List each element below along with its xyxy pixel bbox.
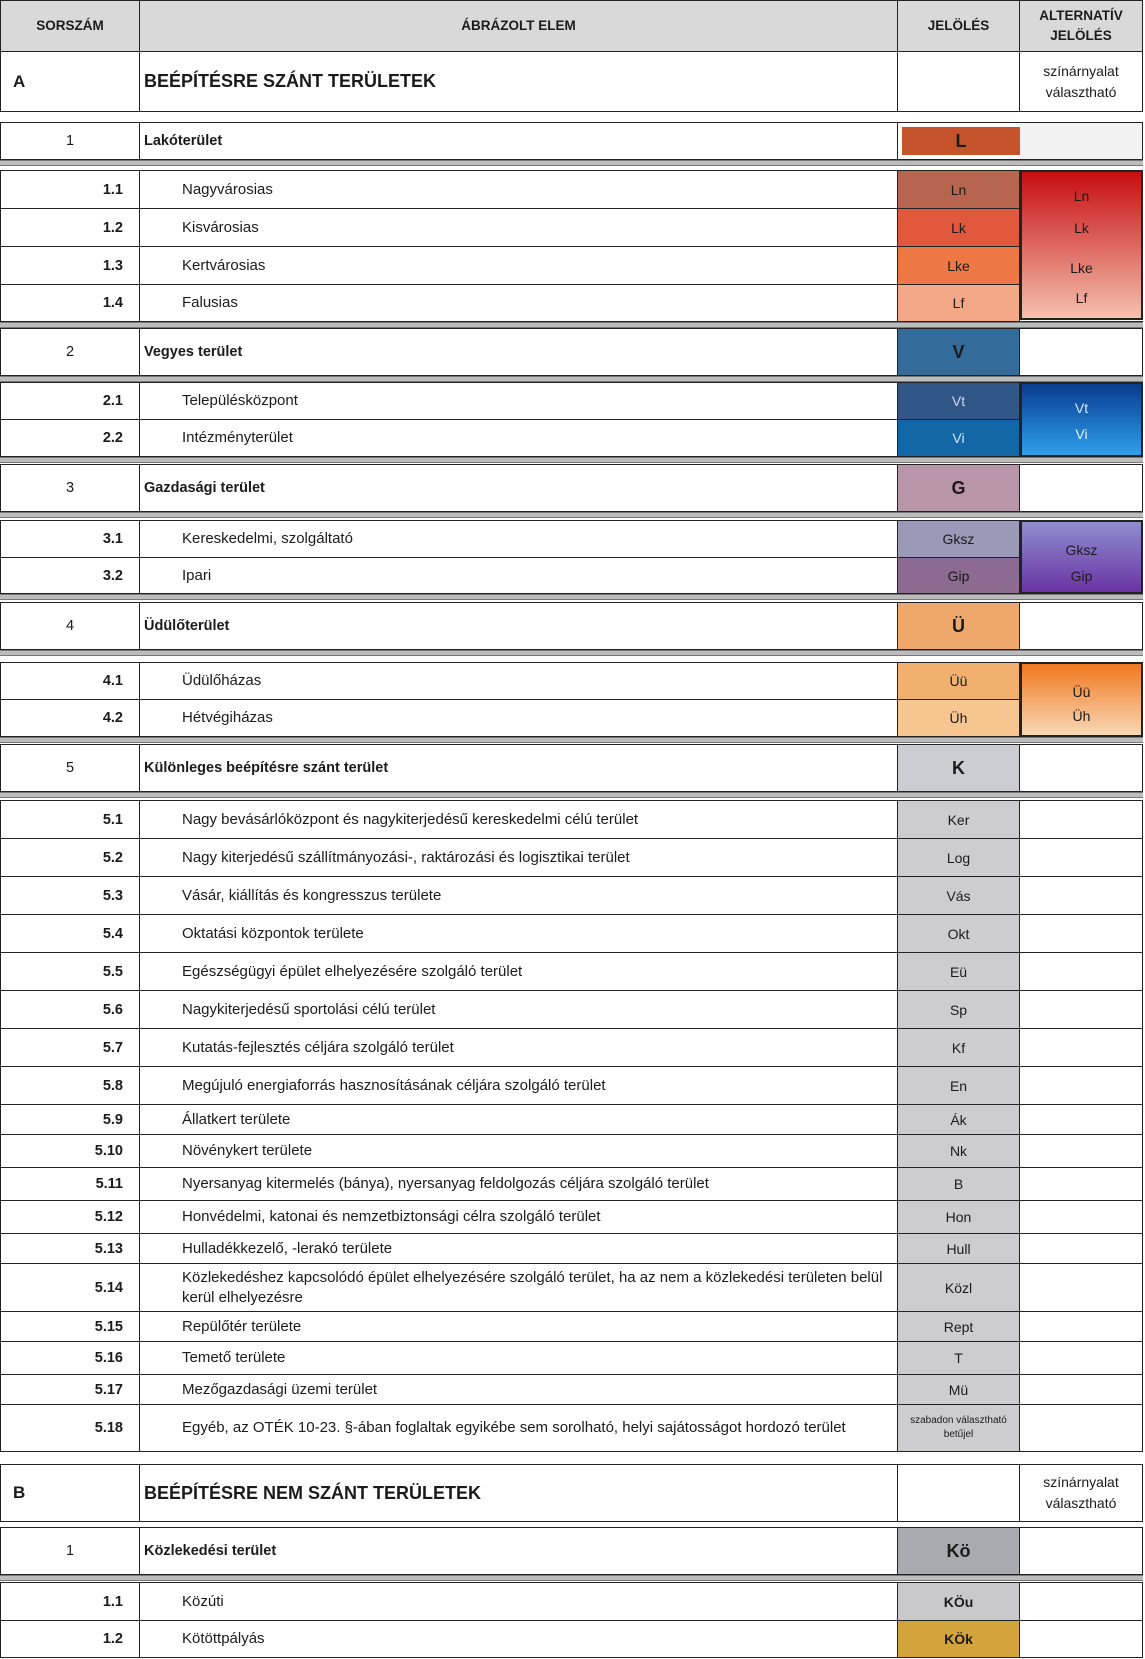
- alt-code: Ln: [1073, 188, 1090, 204]
- sub-code: Hull: [898, 1234, 1020, 1263]
- sub-label: Településközpont: [140, 383, 898, 419]
- section-letter: A: [0, 52, 140, 111]
- table-row: [0, 1167, 1143, 1200]
- sub-label: Nagy bevásárlóközpont és nagykiterjedésű kereskedelmi célú terület: [140, 801, 898, 838]
- group-label: Gazdasági terület: [140, 465, 898, 511]
- sub-num: 2.2: [0, 420, 140, 456]
- sub-label: Kertvárosias: [140, 247, 898, 284]
- sub-row-vt: [0, 382, 1143, 419]
- alt-code: Vi: [1075, 426, 1088, 442]
- sub-code: Üü: [898, 663, 1020, 699]
- sub-row-gip: [0, 557, 1143, 594]
- alt-code: Üh: [1072, 708, 1091, 724]
- separator: [0, 512, 1143, 518]
- table-row: [0, 800, 1143, 838]
- sub-label: Repülőtér területe: [140, 1312, 898, 1341]
- sub-label: Nagykiterjedésű sportolási célú terület: [140, 991, 898, 1028]
- group-code: K: [898, 745, 1020, 791]
- section-a-row: [0, 52, 1143, 112]
- group-row-u: [0, 602, 1143, 650]
- group-alt: [1020, 123, 1143, 159]
- group-row-v: [0, 328, 1143, 376]
- sub-alt: [1020, 801, 1143, 838]
- group-code: L: [902, 127, 1020, 155]
- group-label: Lakóterület: [140, 123, 898, 159]
- sub-code: Ln: [898, 171, 1020, 208]
- alt-code: Lk: [1074, 220, 1089, 236]
- sub-num: 5.6: [0, 991, 140, 1028]
- sub-num: 1.2: [0, 1621, 140, 1657]
- sub-num: 5.18: [0, 1405, 140, 1451]
- alt-code: Lke: [1070, 260, 1093, 276]
- sub-label: Megújuló energiaforrás hasznosításának céljára szolgáló terület: [140, 1067, 898, 1104]
- separator: [0, 160, 1143, 166]
- group-label: Üdülőterület: [140, 603, 898, 649]
- sub-row-kou: [0, 1582, 1143, 1620]
- sub-code: En: [898, 1067, 1020, 1104]
- sub-alt: [1020, 1168, 1143, 1200]
- sub-num: 1.3: [0, 247, 140, 284]
- section-title: BEÉPÍTÉSRE SZÁNT TERÜLETEK: [140, 52, 898, 111]
- separator: [0, 457, 1143, 463]
- sub-alt: [1020, 1135, 1143, 1167]
- sub-num: 5.3: [0, 877, 140, 914]
- section-alt-note: színárnyalat választható: [1020, 1465, 1143, 1521]
- group-row-l: [0, 122, 1143, 160]
- table-row: [0, 1200, 1143, 1233]
- group-alt: [1020, 329, 1143, 375]
- alt-code: Gip: [1070, 568, 1093, 584]
- sub-alt: [1020, 877, 1143, 914]
- group-row-ko: [0, 1527, 1143, 1575]
- sub-alt: [1020, 991, 1143, 1028]
- group-label: Közlekedési terület: [140, 1528, 898, 1574]
- sub-code: Közl: [898, 1264, 1020, 1311]
- sub-label: Hulladékkezelő, -lerakó területe: [140, 1234, 898, 1263]
- table-row: [0, 1134, 1143, 1167]
- sub-code: Log: [898, 839, 1020, 876]
- group-alt: [1020, 1528, 1143, 1574]
- sub-label: Nyersanyag kitermelés (bánya), nyersanyag feldolgozás céljára szolgáló terület: [140, 1168, 898, 1200]
- sub-alt: [1020, 1105, 1143, 1134]
- alt-gradient-v: [1020, 382, 1143, 457]
- sub-code: T: [898, 1342, 1020, 1374]
- group-alt: [1020, 603, 1143, 649]
- sub-num: 4.1: [0, 663, 140, 699]
- sub-label: Kisvárosias: [140, 209, 898, 246]
- sub-row-kok: [0, 1620, 1143, 1658]
- sub-num: 1.1: [0, 1583, 140, 1620]
- sub-num: 5.1: [0, 801, 140, 838]
- separator: [0, 737, 1143, 743]
- sub-num: 5.2: [0, 839, 140, 876]
- sub-num: 5.16: [0, 1342, 140, 1374]
- section-letter: B: [0, 1465, 140, 1521]
- sub-label: Honvédelmi, katonai és nemzetbiztonsági célra szolgáló terület: [140, 1201, 898, 1233]
- sub-code: Sp: [898, 991, 1020, 1028]
- sub-num: 5.7: [0, 1029, 140, 1066]
- sub-label: Oktatási központok területe: [140, 915, 898, 952]
- sub-num: 5.15: [0, 1312, 140, 1341]
- sub-code: Eü: [898, 953, 1020, 990]
- sub-code: Vt: [898, 383, 1020, 419]
- table-row: [0, 1311, 1143, 1341]
- separator: [0, 594, 1143, 600]
- sub-row-gksz: [0, 520, 1143, 557]
- sub-code: Vás: [898, 877, 1020, 914]
- separator: [0, 792, 1143, 798]
- sub-code: B: [898, 1168, 1020, 1200]
- sub-label: Kutatás-fejlesztés céljára szolgáló terület: [140, 1029, 898, 1066]
- sub-code: Vi: [898, 420, 1020, 456]
- sub-num: 5.8: [0, 1067, 140, 1104]
- sub-code: Gksz: [898, 521, 1020, 557]
- sub-label: Intézményterület: [140, 420, 898, 456]
- sub-num: 4.2: [0, 700, 140, 736]
- sub-alt: [1020, 839, 1143, 876]
- table-row: [0, 1066, 1143, 1104]
- sub-label: Állatkert területe: [140, 1105, 898, 1134]
- sub-label: Közlekedéshez kapcsolódó épület elhelyezésére szolgáló terület, ha az nem a közlekedési területen belül kerül elhelyezésre: [140, 1264, 898, 1311]
- alt-gradient-g: [1020, 520, 1143, 594]
- sub-code: Kf: [898, 1029, 1020, 1066]
- table-row: [0, 914, 1143, 952]
- sub-code: Gip: [898, 558, 1020, 593]
- sub-label: Nagy kiterjedésű szállítmányozási-, raktározási és logisztikai terület: [140, 839, 898, 876]
- sub-code: Hon: [898, 1201, 1020, 1233]
- section-code-cell: [898, 1465, 1020, 1521]
- sub-num: 3.1: [0, 521, 140, 557]
- group-num: 4: [0, 603, 140, 649]
- sub-num: 5.11: [0, 1168, 140, 1200]
- group-num: 5: [0, 745, 140, 791]
- sub-num: 5.17: [0, 1375, 140, 1404]
- group-code: V: [898, 329, 1020, 375]
- sub-label: Ipari: [140, 558, 898, 593]
- sub-row-uh: [0, 699, 1143, 737]
- group-num: 1: [0, 123, 140, 159]
- sub-label: Vásár, kiállítás és kongresszus területe: [140, 877, 898, 914]
- sub-num: 5.9: [0, 1105, 140, 1134]
- separator: [0, 650, 1143, 656]
- table-row: [0, 1341, 1143, 1374]
- group-label: Vegyes terület: [140, 329, 898, 375]
- alt-gradient-u: [1020, 662, 1143, 737]
- group-code: G: [898, 465, 1020, 511]
- sub-alt: [1020, 1234, 1143, 1263]
- sub-num: 5.5: [0, 953, 140, 990]
- sub-code: Nk: [898, 1135, 1020, 1167]
- sub-alt: [1020, 1312, 1143, 1341]
- sub-row-lk: [0, 208, 1143, 246]
- table-row: [0, 1233, 1143, 1263]
- table-row: [0, 990, 1143, 1028]
- group-code: Kö: [898, 1528, 1020, 1574]
- sub-num: 5.12: [0, 1201, 140, 1233]
- alt-code: Lf: [1075, 290, 1088, 306]
- group-num: 2: [0, 329, 140, 375]
- sub-code: Ák: [898, 1105, 1020, 1134]
- table-row: [0, 1374, 1143, 1404]
- section-alt-note: színárnyalat választható: [1020, 52, 1143, 111]
- sub-label: Mezőgazdasági üzemi terület: [140, 1375, 898, 1404]
- sub-code: Lf: [898, 285, 1020, 321]
- group-num: 1: [0, 1528, 140, 1574]
- sub-label: Temető területe: [140, 1342, 898, 1374]
- sub-alt: [1020, 1621, 1143, 1657]
- sub-label: Egyéb, az OTÉK 10-23. §-ában foglaltak egyikébe sem sorolható, helyi sajátosságot hordozó terület: [140, 1405, 898, 1451]
- group-code: Ü: [898, 603, 1020, 649]
- sub-label: Üdülőházas: [140, 663, 898, 699]
- sub-alt: [1020, 953, 1143, 990]
- sub-num: 5.13: [0, 1234, 140, 1263]
- sub-alt: [1020, 915, 1143, 952]
- sub-label: Növénykert területe: [140, 1135, 898, 1167]
- table-row: [0, 952, 1143, 990]
- sub-num: 3.2: [0, 558, 140, 593]
- sub-alt: [1020, 1375, 1143, 1404]
- sub-row-lf: [0, 284, 1143, 322]
- sub-alt: [1020, 1405, 1143, 1451]
- sub-code: Rept: [898, 1312, 1020, 1341]
- sub-num: 5.10: [0, 1135, 140, 1167]
- sub-num: 5.14: [0, 1264, 140, 1311]
- sub-label: Nagyvárosias: [140, 171, 898, 208]
- sub-alt: [1020, 1067, 1143, 1104]
- table-row: [0, 1028, 1143, 1066]
- sub-alt: [1020, 1201, 1143, 1233]
- sub-code: KÖu: [898, 1583, 1020, 1620]
- sub-code: Lke: [898, 247, 1020, 284]
- sub-row-lke: [0, 246, 1143, 284]
- header-alt: ALTERNATÍV JELÖLÉS: [1020, 1, 1143, 51]
- alt-code: Üü: [1072, 684, 1091, 700]
- alt-code: Vt: [1074, 400, 1089, 416]
- sub-code: szabadon választható betűjel: [898, 1405, 1020, 1451]
- section-b-row: [0, 1464, 1143, 1522]
- sub-code: Okt: [898, 915, 1020, 952]
- sub-code: KÖk: [898, 1621, 1020, 1657]
- sub-row-ln: [0, 170, 1143, 208]
- sub-num: 1.2: [0, 209, 140, 246]
- sub-label: Közúti: [140, 1583, 898, 1620]
- sub-label: Falusias: [140, 285, 898, 321]
- table-row: [0, 838, 1143, 876]
- table-row: [0, 1404, 1143, 1452]
- sub-code: Lk: [898, 209, 1020, 246]
- sub-code: Mü: [898, 1375, 1020, 1404]
- table-row: [0, 1263, 1143, 1311]
- section-code-cell: [898, 52, 1020, 111]
- sub-label: Kereskedelmi, szolgáltató: [140, 521, 898, 557]
- sub-alt: [1020, 1029, 1143, 1066]
- group-row-g: [0, 464, 1143, 512]
- sub-label: Kötöttpályás: [140, 1621, 898, 1657]
- group-label: Különleges beépítésre szánt terület: [140, 745, 898, 791]
- separator: [0, 1575, 1143, 1581]
- table-row: [0, 1104, 1143, 1134]
- sub-code: Üh: [898, 700, 1020, 736]
- sub-num: 1.1: [0, 171, 140, 208]
- group-row-k: [0, 744, 1143, 792]
- table-row: [0, 876, 1143, 914]
- sub-alt: [1020, 1583, 1143, 1620]
- group-num: 3: [0, 465, 140, 511]
- sub-alt: [1020, 1264, 1143, 1311]
- sub-num: 1.4: [0, 285, 140, 321]
- alt-gradient-l: [1020, 170, 1143, 320]
- header-code: JELÖLÉS: [898, 1, 1020, 51]
- sub-alt: [1020, 1342, 1143, 1374]
- sub-num: 2.1: [0, 383, 140, 419]
- section-title: BEÉPÍTÉSRE NEM SZÁNT TERÜLETEK: [140, 1465, 898, 1521]
- header-element: ÁBRÁZOLT ELEM: [140, 1, 898, 51]
- group-alt: [1020, 745, 1143, 791]
- alt-code: Gksz: [1065, 542, 1098, 558]
- sub-code: Ker: [898, 801, 1020, 838]
- table-header: [0, 0, 1143, 52]
- group-alt: [1020, 465, 1143, 511]
- sub-row-vi: [0, 419, 1143, 457]
- sub-label: Hétvégiházas: [140, 700, 898, 736]
- sub-num: 5.4: [0, 915, 140, 952]
- sub-label: Egészségügyi épület elhelyezésére szolgáló terület: [140, 953, 898, 990]
- header-num: SORSZÁM: [0, 1, 140, 51]
- sub-row-uu: [0, 662, 1143, 699]
